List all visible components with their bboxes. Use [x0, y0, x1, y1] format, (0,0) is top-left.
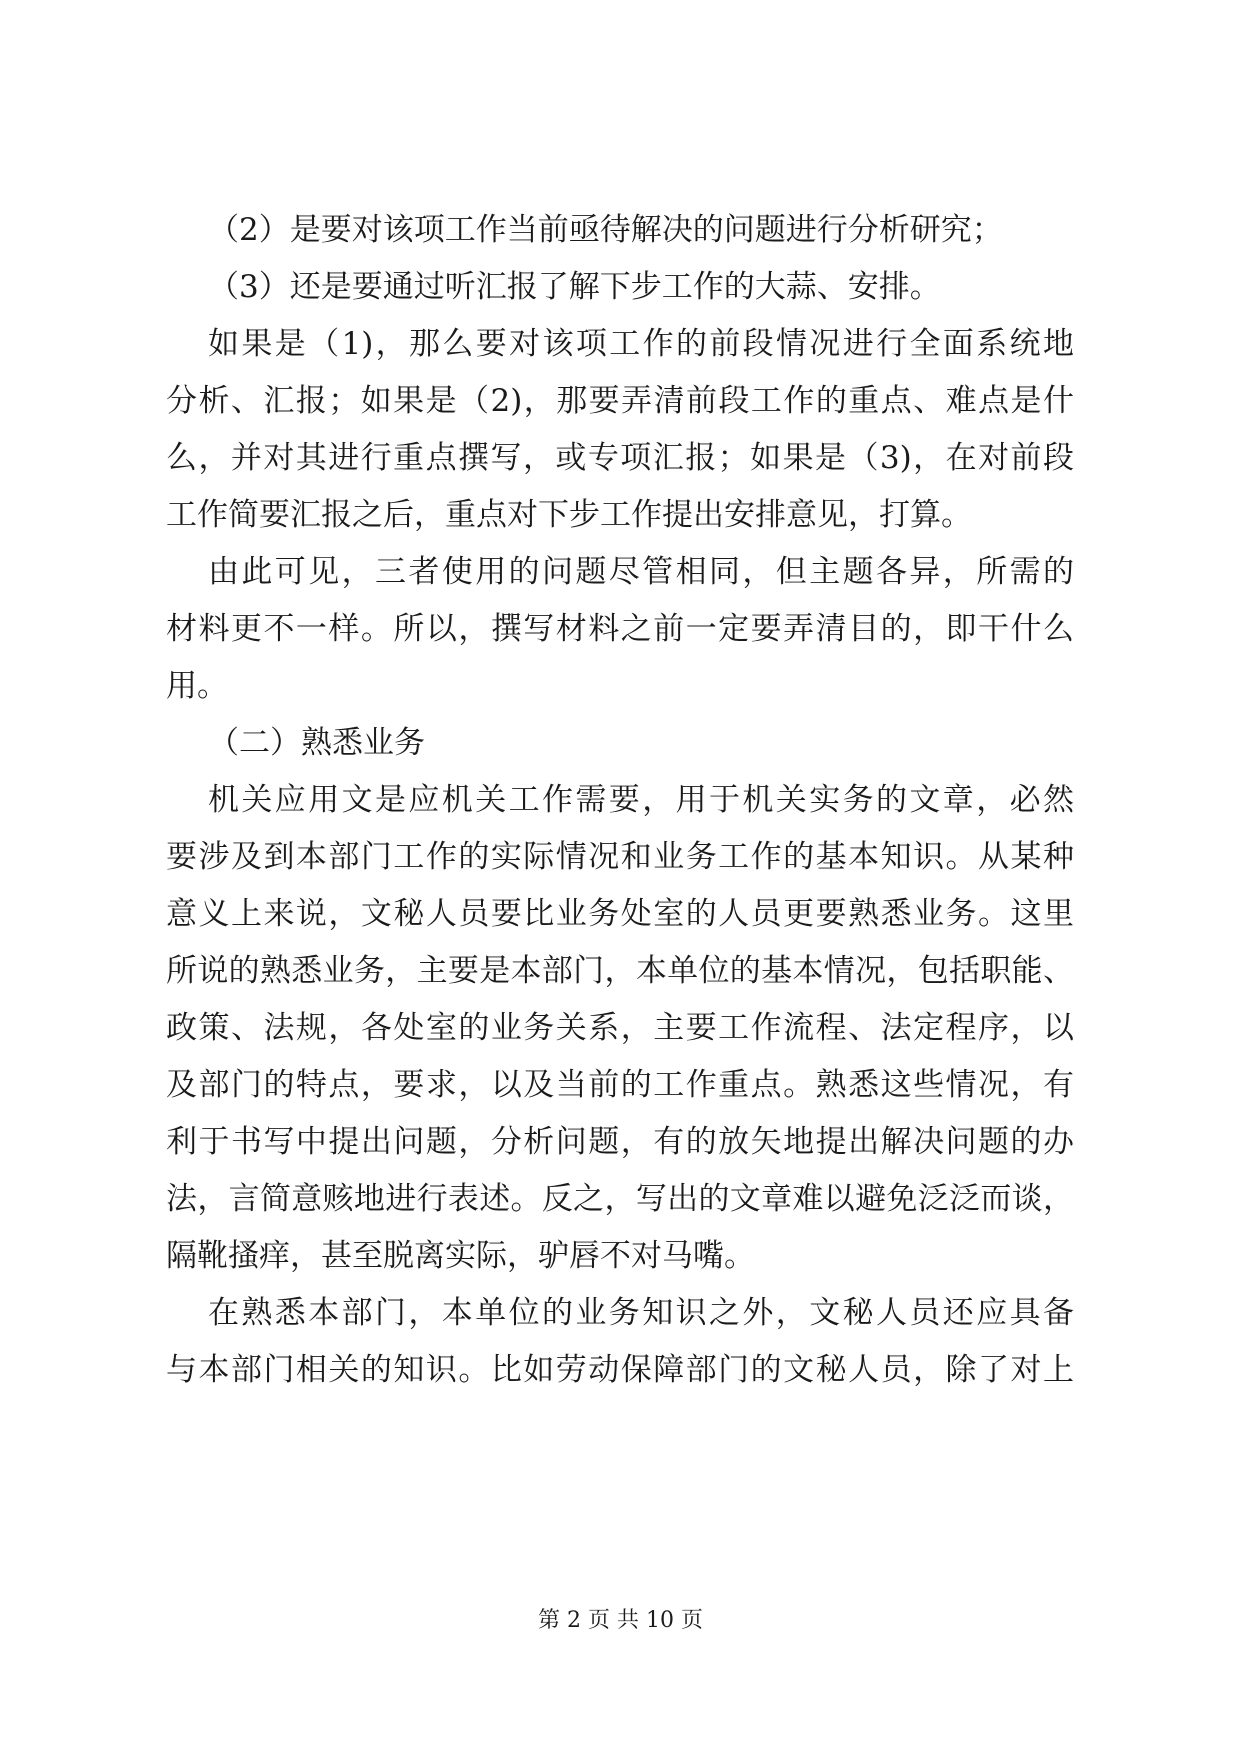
paragraph-line: 在熟悉本部门，本单位的业务知识之外，文秘人员还应具备	[208, 1295, 1074, 1331]
paragraph-line: 用。	[166, 668, 228, 704]
paragraph-line: 隔靴搔痒，甚至脱离实际，驴唇不对马嘴。	[166, 1238, 755, 1274]
paragraph-line: 材料更不一样。所以，撰写材料之前一定要弄清目的，即干什么	[166, 611, 1074, 647]
paragraph-line: 意义上来说，文秘人员要比业务处室的人员更要熟悉业务。这里	[166, 896, 1074, 932]
paragraph-line: 及部门的特点，要求，以及当前的工作重点。熟悉这些情况，有	[166, 1067, 1074, 1103]
paragraph-line: （3）还是要通过听汇报了解下步工作的大蒜、安排。	[208, 269, 941, 305]
paragraph-line: 机关应用文是应机关工作需要，用于机关实务的文章，必然	[208, 782, 1074, 818]
paragraph-line: 分析、汇报；如果是（2)，那要弄清前段工作的重点、难点是什	[166, 383, 1074, 419]
paragraph-line: 政策、法规，各处室的业务关系，主要工作流程、法定程序，以	[166, 1010, 1074, 1046]
page-number-footer: 第 2 页 共 10 页	[538, 1608, 703, 1633]
paragraph-line: 法，言简意赅地进行表述。反之，写出的文章难以避免泛泛而谈，	[166, 1181, 1074, 1217]
paragraph-line: （2）是要对该项工作当前亟待解决的问题进行分析研究；	[208, 212, 1003, 248]
paragraph-line: 如果是（1)，那么要对该项工作的前段情况进行全面系统地	[208, 326, 1074, 362]
paragraph-line: 利于书写中提出问题，分析问题，有的放矢地提出解决问题的办	[166, 1124, 1074, 1160]
paragraph-line: 工作简要汇报之后，重点对下步工作提出安排意见，打算。	[166, 497, 972, 533]
section-heading: （二）熟悉业务	[208, 725, 425, 761]
paragraph-line: 与本部门相关的知识。比如劳动保障部门的文秘人员，除了对上	[166, 1352, 1074, 1388]
paragraph-line: 么，并对其进行重点撰写，或专项汇报；如果是（3)，在对前段	[166, 440, 1074, 476]
paragraph-line: 要涉及到本部门工作的实际情况和业务工作的基本知识。从某种	[166, 839, 1074, 875]
paragraph-line: 由此可见，三者使用的问题尽管相同，但主题各异，所需的	[208, 554, 1074, 590]
paragraph-line: 所说的熟悉业务，主要是本部门，本单位的基本情况，包括职能、	[166, 953, 1074, 989]
